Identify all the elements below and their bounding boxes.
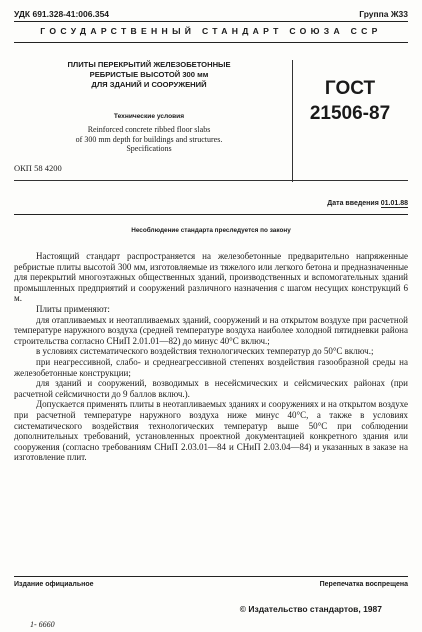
- footer-rule: [14, 576, 408, 577]
- intro-rule: [14, 214, 408, 215]
- title-line: ПЛИТЫ ПЕРЕКРЫТИЙ ЖЕЛЕЗОБЕТОННЫЕ: [67, 60, 231, 69]
- introduction-date-value: 01.01.88: [380, 200, 408, 207]
- reprint-prohibited-label: Перепечатка воспрещена: [319, 581, 408, 588]
- heading-rule: [14, 42, 408, 43]
- gost-label: ГОСТ: [324, 78, 376, 99]
- english-title-line: of 300 mm depth for buildings and structures.: [75, 134, 223, 144]
- body-paragraph: Настоящий стандарт распространяется на железобетонные предварительно напряженные ребристые плиты высотой 300 мм, изготовляемые из тяжелого или легкого бетона и предназначенные для перекрытий многоэтажных общественных зданий, производственных и вспомогательных зданий промышленных предприятий и сооружений различного назначения с шагом несущих конструкций 6 м.: [14, 251, 408, 304]
- body-paragraph: для зданий и сооружений, возводимых в несейсмических и сейсмических районах (при расчетной сейсмичности до 9 баллов включ.).: [14, 378, 408, 399]
- english-title: [14, 125, 284, 154]
- body-paragraph: в условиях систематического воздействия технологических температур до 50°С включ.;: [36, 346, 374, 357]
- standard-body: [14, 251, 408, 463]
- gost-number: 21506-87: [309, 103, 391, 124]
- english-title-line: Specifications: [126, 144, 172, 154]
- technical-conditions-label: Технические условия: [113, 113, 185, 120]
- top-rule: [14, 21, 408, 22]
- english-title-line: Reinforced concrete ribbed floor slabs: [87, 125, 211, 134]
- gost-designation: [288, 78, 412, 125]
- group-code: Группа Ж33: [359, 9, 408, 19]
- legal-notice: Несоблюдение стандарта преследуется по закону: [131, 227, 291, 234]
- title-line: ДЛЯ ЗДАНИЙ И СООРУЖЕНИЙ: [91, 80, 207, 89]
- okp-rule: [14, 180, 408, 181]
- document-title: [14, 60, 284, 90]
- body-paragraph: Допускается применять плиты в неотапливаемых зданиях и сооружениях и на открытом воздухе при расчетной температуре наружного воздуха ниже минус 40°С, а также в условиях систематического воздействия технологических температур выше 50°С при соблюдении дополнительных требований, установленных проектной документацией конкретного здания или сооружения (согласно требованиям СНиП 2.03.01—84 и СНиП 2.03.04—84) и указанных в заказе на изготовление плит.: [14, 399, 408, 463]
- title-line: РЕБРИСТЫЕ ВЫСОТОЙ 300 мм: [89, 70, 209, 79]
- body-paragraph: при неагрессивной, слабо- и среднеагрессивной степенях воздействия газообразной среды на железобетонные конструкции;: [14, 356, 408, 378]
- official-edition-label: Издание официальное: [14, 581, 94, 588]
- copyright-notice: © Издательство стандартов, 1987: [239, 604, 382, 614]
- state-standard-heading: ГОСУДАРСТВЕННЫЙ СТАНДАРТ СОЮЗА ССР: [40, 26, 382, 36]
- body-paragraph: для отапливаемых и неотапливаемых зданий, сооружений и на открытом воздухе при расчетной температуре наружного воздуха (средней температуре воздуха наиболее холодной пятидневки района строительства согласно СНиП 2.01.01—82) до минус 40°С включ.;: [14, 314, 408, 346]
- introduction-label: Дата введения: [327, 200, 379, 207]
- okp-code: ОКП 58 4200: [14, 163, 62, 173]
- handwritten-note: 1- 6660: [30, 620, 55, 629]
- introduction-date: [14, 200, 408, 207]
- udk-code: УДК 691.328-41:006.354: [14, 9, 110, 19]
- body-paragraph: Плиты применяют:: [36, 303, 110, 314]
